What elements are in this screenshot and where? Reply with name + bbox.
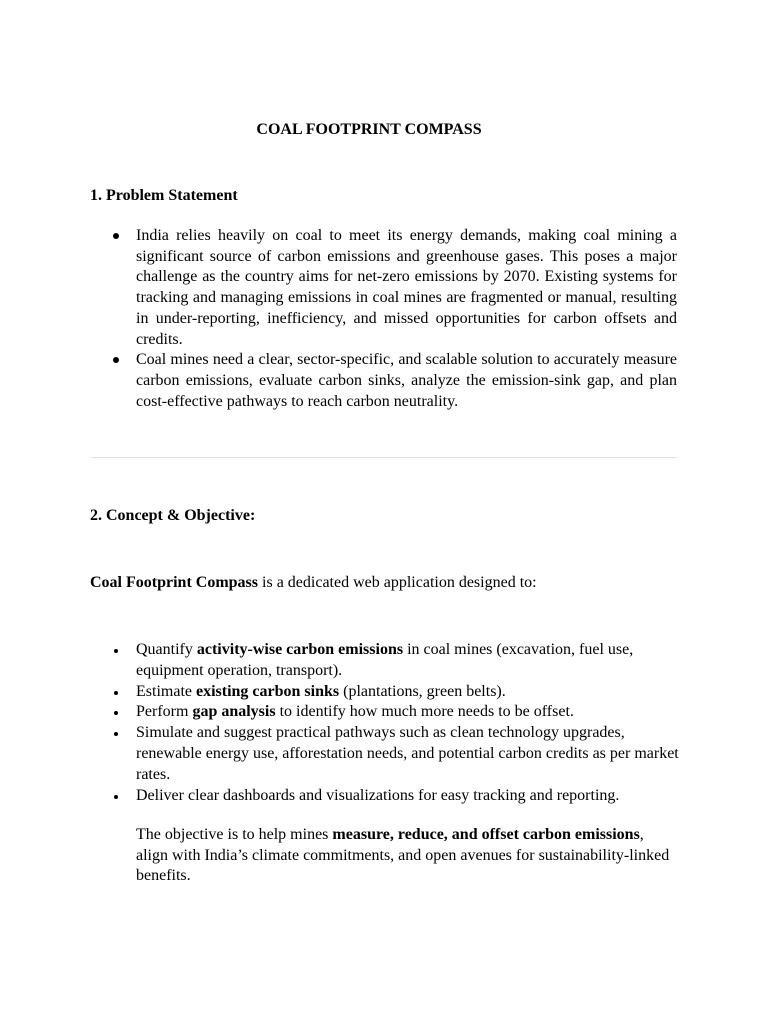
list-item-text-bold: activity-wise carbon emissions <box>196 641 404 658</box>
list-item <box>90 682 680 703</box>
list-item-text-bold: existing carbon sinks <box>195 682 340 700</box>
bullet-icon <box>114 711 118 715</box>
list-item-text-post: (plantations, green belts). <box>339 682 506 700</box>
list-item-text-pre: Estimate <box>136 682 196 700</box>
list-item-text-pre: Quantify <box>136 641 197 658</box>
objective-list <box>90 640 680 806</box>
list-item-text-post: to identify how much more needs to be offset. <box>275 703 574 721</box>
list-item-text: Coal mines need a clear, sector-specific, and scalable solution to accurately measure carbon emissions, evaluate carbon sinks, analyze the emission-sink gap, and plan cost-effective pathways to reach carbon neutrality. <box>136 351 677 410</box>
list-item <box>90 350 677 412</box>
list-item-text-post: in coal mines (excavation, fuel use, equipment operation, transport). <box>136 641 634 679</box>
bullet-icon <box>114 732 118 736</box>
list-item <box>90 226 677 350</box>
horizontal-divider <box>90 457 678 458</box>
document-title: COAL FOOTPRINT COMPASS <box>256 121 482 138</box>
list-item <box>90 640 680 682</box>
bullet-icon <box>114 691 118 695</box>
app-name: Coal Footprint Compass <box>90 574 259 591</box>
bullet-icon <box>114 795 118 799</box>
objective-paragraph <box>136 825 676 887</box>
section-heading-problem-statement: 1. Problem Statement <box>90 187 238 204</box>
intro-text: is a dedicated web application designed to: <box>258 574 537 591</box>
intro-paragraph <box>90 573 680 593</box>
list-item-text: Simulate and suggest practical pathways such as clean technology upgrades, renewable energy use, afforestation needs, and potential carbon credits as per market rates. <box>136 724 679 783</box>
problem-statement-list <box>90 226 677 412</box>
list-item <box>90 702 680 723</box>
list-item-text-bold: gap analysis <box>192 703 276 721</box>
bullet-icon <box>114 649 118 653</box>
section-heading-concept-objective: 2. Concept & Objective: <box>90 507 256 524</box>
list-item-text: Deliver clear dashboards and visualizations for easy tracking and reporting. <box>136 786 620 804</box>
objective-text-bold: measure, reduce, and offset carbon emissions <box>332 826 640 843</box>
objective-text-pre: The objective is to help mines <box>136 826 333 843</box>
list-item-text: India relies heavily on coal to meet its energy demands, making coal mining a significant source of carbon emissions and greenhouse gases. This poses a major challenge as the country aims for net-zero emissions by 2070. Existing systems for tracking and managing emissions in coal mines are fragmented or manual, resulting in under-reporting, inefficiency, and missed opportunities for carbon offsets and credits. <box>136 227 677 348</box>
bullet-icon <box>113 357 119 363</box>
bullet-icon <box>113 233 119 239</box>
list-item-text-pre: Perform <box>136 703 193 721</box>
objective-text-post: , align with India’s climate commitments, and open avenues for sustainability-linked benefits. <box>136 826 670 884</box>
list-item <box>90 723 680 785</box>
list-item <box>90 786 680 807</box>
